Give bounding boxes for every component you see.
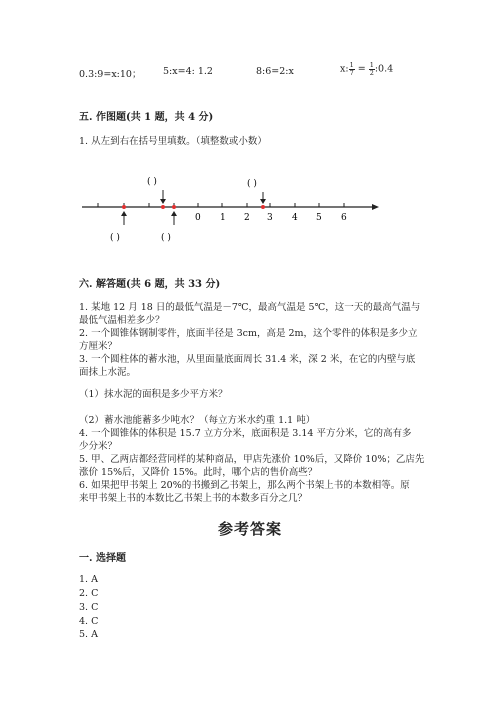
equation-4: [340, 62, 393, 76]
tick-label-1: 1: [220, 213, 226, 223]
marker-point-3: [172, 205, 176, 209]
number-line-ticks: [98, 203, 344, 207]
marker-point-1: [122, 205, 126, 209]
equation-4-mid: =: [354, 63, 369, 75]
bracket-top-2: ( ): [247, 179, 257, 189]
equation-4-suffix: :0.4: [374, 63, 394, 75]
answer-item: 3. C: [79, 602, 99, 613]
bracket-bottom-1: ( ): [110, 233, 120, 243]
question-text-line: 6. 如果把甲书架上 20%的书搬到乙书架上，那么两个书架上书的本数相等。原: [79, 480, 410, 491]
section-6-title: 六. 解答题(共 6 题，共 33 分): [79, 279, 221, 290]
answers-section-1-title: 一. 选择题: [79, 553, 126, 564]
sub-question-1: （1）抹水泥的面积是多少平方米？: [79, 389, 228, 400]
question-text-line: 方厘米？: [79, 341, 118, 352]
equation-3: 8:6=2:x: [256, 66, 294, 77]
answers-title: 参考答案: [217, 520, 282, 538]
bracket-bottom-2: ( ): [161, 233, 171, 243]
section-5-title: 五. 作图题(共 1 题，共 4 分): [79, 112, 214, 123]
number-line-arrowhead: [372, 204, 379, 210]
question-text-line: 2. 一个圆锥体钢制零件，底面半径是 3cm，高是 2m，这个零件的体积是多少立: [79, 328, 418, 339]
tick-label-2: 2: [244, 213, 250, 223]
fraction-1-denominator: 7: [349, 68, 354, 77]
answer-item: 5. A: [79, 629, 98, 640]
question-text-line: （2）蓄水池能蓄多少吨水？（每立方米水约重 1.1 吨）: [79, 415, 316, 426]
arrow-down-2-head: [260, 199, 266, 204]
fraction-1-numerator: 1: [349, 61, 354, 69]
question-text-line: 面抹上水泥。: [79, 367, 137, 378]
marker-point-2: [161, 205, 165, 209]
bracket-top-1: ( ): [147, 177, 157, 187]
question-text-line: 4. 一个圆锥体的体积是 15.7 立方分米，底面积是 3.14 平方分米，它的高有多: [79, 428, 412, 439]
section-5-question-1: 1. 从左到右在括号里填数。（填整数或小数）: [79, 136, 267, 147]
question-text-line: 5. 甲、乙两店都经营同样的某种商品，甲店先涨价 10%后，又降价 10%；乙店先: [79, 454, 425, 465]
arrow-up-2-head: [171, 211, 177, 216]
tick-label-4: 4: [292, 213, 298, 223]
question-text-line: 来甲书架上书的本数比乙书架上书的本数多百分之几？: [79, 493, 308, 504]
number-line-figure: [70, 168, 390, 248]
fraction-2-denominator: 2: [369, 68, 374, 77]
question-text-line: 少分米？: [79, 441, 118, 452]
arrow-down-1-head: [160, 199, 166, 204]
tick-label-3: 3: [267, 213, 273, 223]
answer-item: 2. C: [79, 588, 99, 599]
answer-item: 4. C: [79, 616, 99, 627]
fraction-2-numerator: 1: [369, 61, 374, 69]
question-text-line: 1. 某地 12 月 18 日的最低气温是－7℃，最高气温是 5℃，这一天的最高气温与: [79, 302, 421, 313]
marker-point-4: [261, 205, 265, 209]
equation-1: 0.3:9=x:10；: [79, 69, 142, 80]
equation-4-prefix: x:: [340, 63, 349, 75]
question-text-line: 最低气温相差多少？: [79, 315, 165, 326]
tick-label-5: 5: [316, 213, 322, 223]
tick-label-0: 0: [195, 213, 201, 223]
question-text-line: 涨价 15%后，又降价 15%。此时，哪个店的售价高些？: [79, 467, 318, 478]
tick-label-6: 6: [341, 213, 347, 223]
question-text-line: 3. 一个圆柱体的蓄水池，从里面量底面周长 31.4 米，深 2 米，在它的内壁与底: [79, 354, 416, 365]
answer-item: 1. A: [79, 574, 98, 585]
arrow-up-1-head: [121, 211, 127, 216]
equation-2: 5:x=4: 1.2: [163, 66, 213, 77]
